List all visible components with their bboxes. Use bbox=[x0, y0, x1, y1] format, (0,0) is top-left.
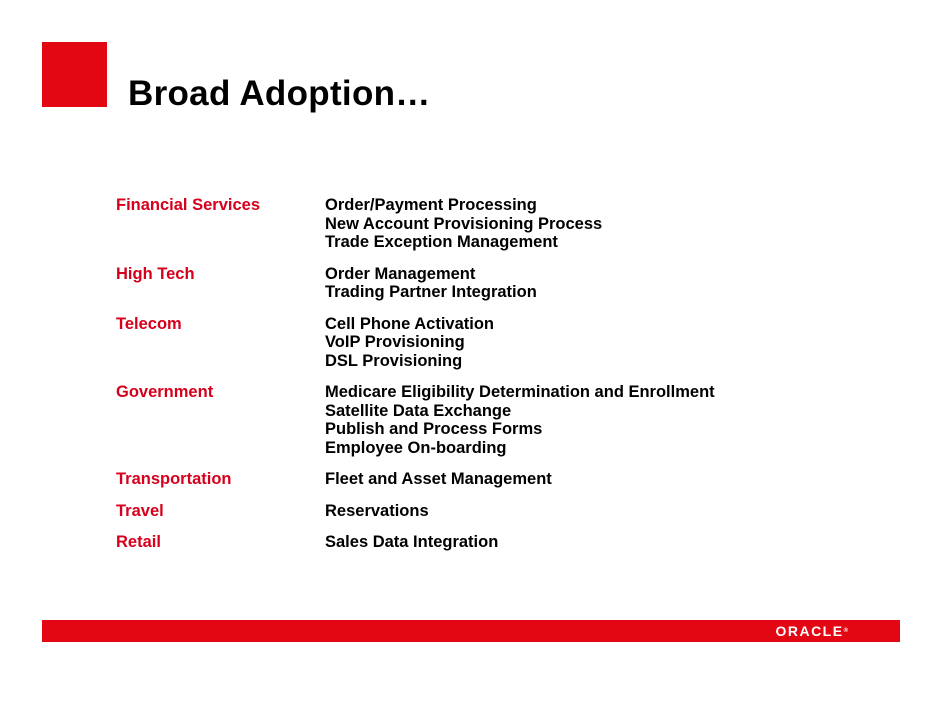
use-case-item: Publish and Process Forms bbox=[325, 420, 543, 438]
adoption-row bbox=[116, 315, 876, 371]
slide-title: Broad Adoption… bbox=[128, 74, 431, 113]
use-case-item: Trading Partner Integration bbox=[325, 283, 537, 301]
adoption-row bbox=[116, 470, 876, 489]
industry-label: Travel bbox=[116, 501, 164, 520]
registered-mark-icon: ® bbox=[843, 628, 848, 634]
use-case-item: New Account Provisioning Process bbox=[325, 214, 603, 233]
footer-bar bbox=[42, 620, 900, 642]
adoption-row bbox=[116, 383, 876, 457]
use-case-list bbox=[325, 470, 552, 489]
adoption-row bbox=[116, 196, 876, 252]
adoption-list bbox=[116, 196, 876, 565]
red-square-decoration bbox=[42, 42, 107, 107]
use-case-item: Cell Phone Activation bbox=[325, 314, 494, 333]
use-case-item: Order/Payment Processing bbox=[325, 196, 537, 214]
use-case-item: DSL Provisioning bbox=[325, 351, 463, 370]
use-case-list bbox=[325, 383, 715, 457]
adoption-row bbox=[116, 265, 876, 302]
use-case-item: Medicare Eligibility Determination and Enrollment bbox=[325, 383, 715, 401]
industry-label: Government bbox=[116, 383, 214, 401]
use-case-item: Reservations bbox=[325, 501, 429, 520]
use-case-item: Sales Data Integration bbox=[325, 533, 499, 551]
use-case-list bbox=[325, 533, 498, 552]
industry-label: Retail bbox=[116, 533, 161, 551]
industry-label: High Tech bbox=[116, 264, 195, 283]
use-case-item: Satellite Data Exchange bbox=[325, 401, 512, 420]
industry-label: Financial Services bbox=[116, 196, 260, 214]
use-case-item: Trade Exception Management bbox=[325, 233, 558, 251]
oracle-logo-text: ORACLE bbox=[775, 623, 844, 639]
adoption-row bbox=[116, 533, 876, 552]
industry-label: Telecom bbox=[116, 314, 182, 333]
use-case-item: Fleet and Asset Management bbox=[325, 470, 552, 488]
oracle-logo bbox=[775, 622, 848, 640]
use-case-list bbox=[325, 315, 494, 371]
industry-label: Transportation bbox=[116, 470, 232, 488]
use-case-list bbox=[325, 265, 537, 302]
use-case-item: VoIP Provisioning bbox=[325, 333, 465, 351]
adoption-row bbox=[116, 502, 876, 521]
use-case-item: Employee On-boarding bbox=[325, 438, 507, 457]
use-case-list bbox=[325, 196, 602, 252]
use-case-list bbox=[325, 502, 429, 521]
use-case-item: Order Management bbox=[325, 264, 476, 283]
